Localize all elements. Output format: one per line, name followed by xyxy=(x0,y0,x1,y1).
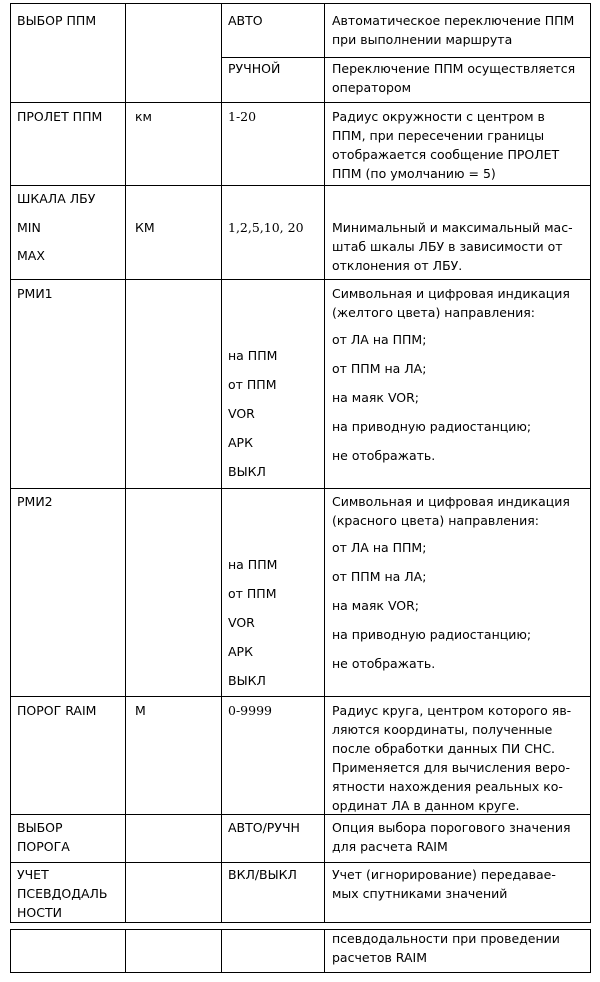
param-description-continued: псевдодальности при проведении расчетов RAIM xyxy=(332,931,560,965)
param-name: ПОРОГ RAIM xyxy=(17,703,97,718)
option-value: от ППМ xyxy=(228,377,277,392)
table-border xyxy=(10,3,591,4)
table-border xyxy=(10,922,591,923)
param-unit: М xyxy=(135,703,146,718)
option-description: Переключение ППМ осуществляется оператором xyxy=(332,61,576,95)
param-name: РМИ2 xyxy=(17,494,53,509)
param-name: УЧЕТ ПСЕВДОДАЛЬ НОСТИ xyxy=(17,867,108,920)
table-border xyxy=(10,279,591,280)
option-description: на приводную радиостанцию; xyxy=(332,627,532,642)
param-description: Радиус окружности с центром в ППМ, при пересечении границы отображается сообщение ПРОЛЕТ ППМ (по умолчанию = 5) xyxy=(332,109,560,181)
option-value: АВТО xyxy=(228,13,263,28)
table-border xyxy=(10,862,591,863)
param-name: РМИ1 xyxy=(17,286,53,301)
param-value: ВКЛ/ВЫКЛ xyxy=(228,867,297,882)
param-name: ШКАЛА ЛБУ xyxy=(17,191,96,206)
table-border xyxy=(221,929,222,973)
table-border xyxy=(10,185,591,186)
table-border xyxy=(10,488,591,489)
param-name: MIN xyxy=(17,220,41,235)
param-name: MAX xyxy=(17,248,45,263)
option-value: АРК xyxy=(228,644,253,659)
param-unit: КМ xyxy=(135,220,155,235)
option-description: от ЛА на ППМ; xyxy=(332,332,427,347)
param-value: 1,2,5,10, 20 xyxy=(228,220,304,235)
param-description: Символьная и цифровая индикация (красного цвета) направления: xyxy=(332,494,570,528)
param-description: Опция выбора порогового значения для расчета RAIM xyxy=(332,820,571,854)
option-value: РУЧНОЙ xyxy=(228,61,281,76)
param-unit: км xyxy=(135,109,152,124)
option-description: не отображать. xyxy=(332,656,436,671)
option-description: не отображать. xyxy=(332,448,436,463)
option-description: Автоматическое переключение ППМ при выполнении маршрута xyxy=(332,13,575,47)
param-value: АВТО/РУЧН xyxy=(228,820,300,835)
table-border xyxy=(10,696,591,697)
table-border xyxy=(221,57,591,58)
table-border xyxy=(324,3,325,923)
option-value: на ППМ xyxy=(228,557,278,572)
param-name: ПРОЛЕТ ППМ xyxy=(17,109,103,124)
option-description: на приводную радиостанцию; xyxy=(332,419,532,434)
option-description: от ЛА на ППМ; xyxy=(332,540,427,555)
param-value: 1-20 xyxy=(228,109,257,124)
table-border xyxy=(10,3,11,923)
option-description: на маяк VOR; xyxy=(332,598,420,613)
option-value: от ППМ xyxy=(228,586,277,601)
param-description: Символьная и цифровая индикация (желтого цвета) направления: xyxy=(332,286,570,320)
option-value: на ППМ xyxy=(228,348,278,363)
param-name: ВЫБОР ПОРОГА xyxy=(17,820,70,854)
table-border xyxy=(10,972,591,973)
option-value: ВЫКЛ xyxy=(228,673,266,688)
table-border xyxy=(10,102,591,103)
table-border xyxy=(324,929,325,973)
option-description: от ППМ на ЛА; xyxy=(332,569,427,584)
option-description: от ППМ на ЛА; xyxy=(332,361,427,376)
param-description: Минимальный и максимальный мас- штаб шкалы ЛБУ в зависимости от отклонения от ЛБУ. xyxy=(332,220,573,273)
param-description: Учет (игнорирование) передавае- мых спутниками значений xyxy=(332,867,556,901)
param-name: ВЫБОР ППМ xyxy=(17,13,97,28)
option-value: ВЫКЛ xyxy=(228,464,266,479)
table-border xyxy=(10,929,11,973)
table-border xyxy=(221,3,222,923)
table-border xyxy=(125,3,126,923)
table-border xyxy=(125,929,126,973)
option-value: АРК xyxy=(228,435,253,450)
param-description: Радиус круга, центром которого яв- ляются координаты, полученные после обработки данных ПИ СНС. Применяется для вычисления веро- ятности нахождения реальных ко- ординат ЛА в данном круге. xyxy=(332,703,572,813)
option-value: VOR xyxy=(228,615,255,630)
option-description: на маяк VOR; xyxy=(332,390,420,405)
option-value: VOR xyxy=(228,406,255,421)
param-value: 0-9999 xyxy=(228,703,272,718)
